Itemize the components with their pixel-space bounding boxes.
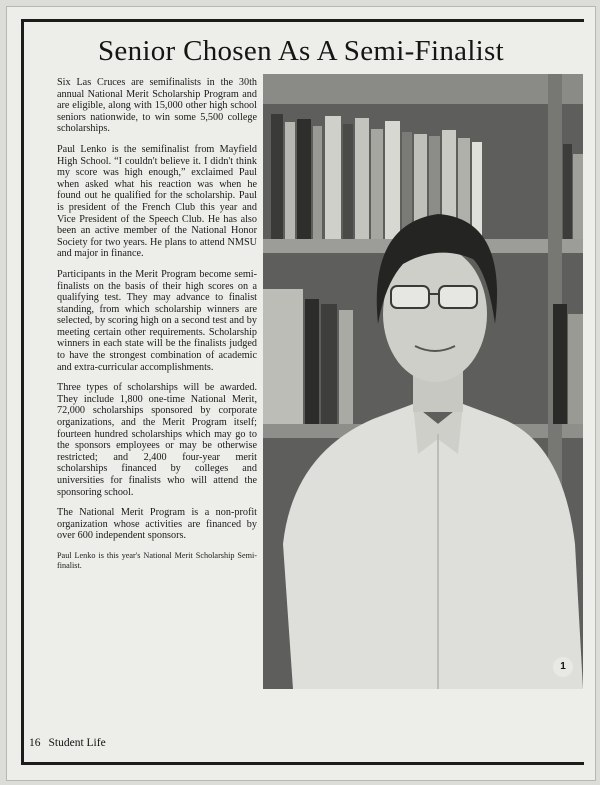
paragraph-program: The National Merit Program is a non-profit organization whose activities are financed by over 600 independent sponsors. [57,507,257,542]
student-photo [263,74,583,689]
page-number: 16 [29,737,41,749]
yearbook-page [6,6,596,781]
page-footer [29,737,106,749]
article-title: Senior Chosen As A Semi-Finalist [98,35,504,67]
paragraph-participants: Participants in the Merit Program become semi-finalists on the basis of their high scores on a qualifying test. They may advance to finalist standing, from which scholarship winners are selected, by scoring high on a second test and by meeting certain other requirements. Scholarship winners in each state will be the finalists judged to have the strongest combination of academic and extra-curricular accomplishments. [57,268,257,373]
paragraph-scholarships: Three types of scholarships will be awarded. They include 1,800 one-time National Merit, 72,000 scholarships sponsored by corporate organizations, and the Merit Program itself; fourteen hundred scholarships which may go to the sponsors employees or may be otherwise restricted; and 2,400 four-year merit scholarships financed by colleges and universities for finalists who will attend the sponsoring school. [57,382,257,498]
section-name: Student Life [48,737,106,749]
photo-number-badge: 1 [553,657,573,677]
photo-illustration [263,74,583,689]
paragraph-intro: Six Las Cruces are semifinalists in the 30th annual National Merit Scholarship Program and are eligible, along with 15,000 other high school seniors nationwide, to win some 5,500 college scholarships. [57,77,257,135]
paragraph-paul: Paul Lenko is the semifinalist from Mayfield High School. “I couldn't believe it. I didn't think my score was high enough,” exclaimed Paul when asked what his reaction was when he found out he qualified for the scholarship. Paul is president of the French Club this year and Vice President of the Speech Club. He has also been an active member of the National Honor Society for two years. He plans to attend NMSU and major in finance. [57,143,257,260]
article-body [57,77,257,579]
photo-caption: Paul Lenko is this year's National Merit Scholarship Semi-finalist. [57,550,257,570]
